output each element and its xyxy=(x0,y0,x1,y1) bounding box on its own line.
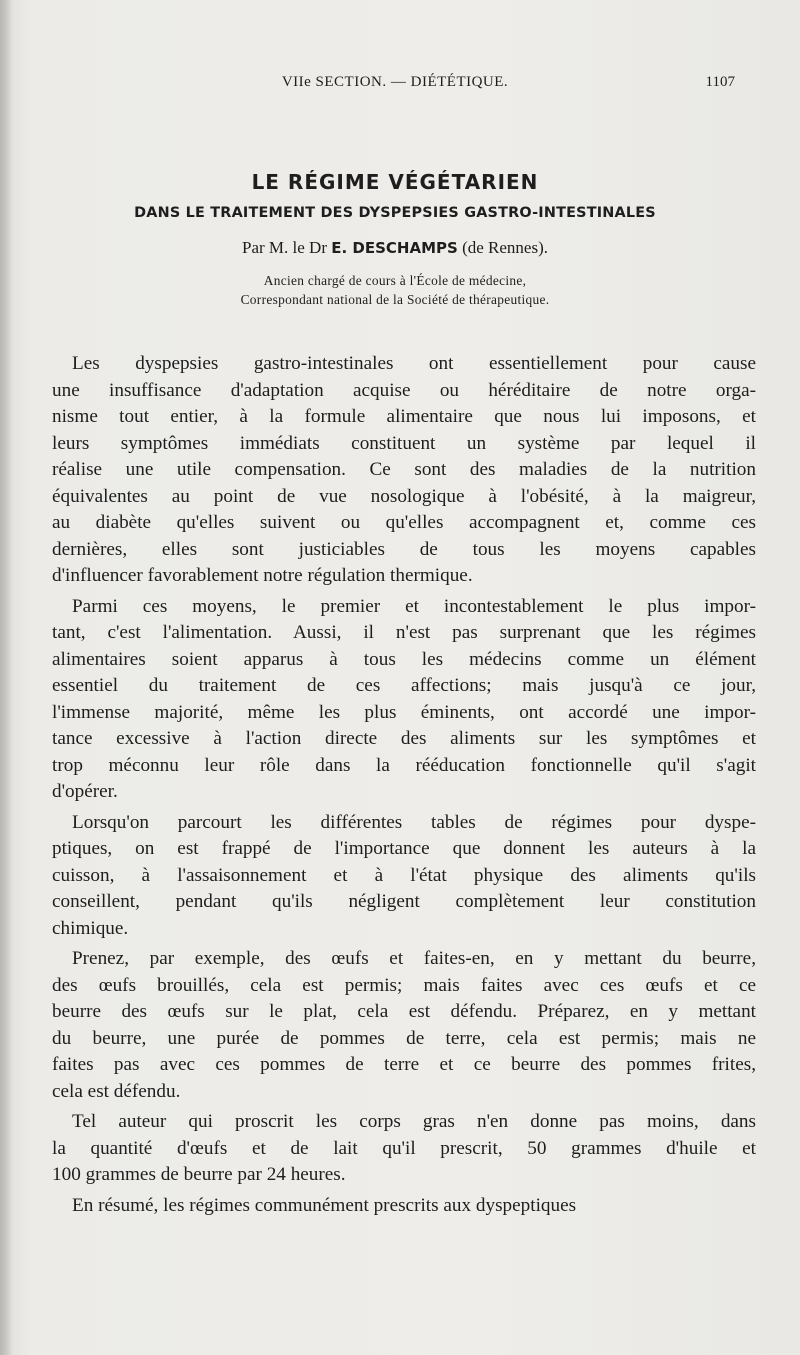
page-number: 1107 xyxy=(705,74,735,90)
text-line: Parmi ces moyens, le premier et incontestablement le plus impor- xyxy=(72,595,756,617)
text-line: chimique. xyxy=(52,917,129,939)
text-line: au diabète qu'elles suivent ou qu'elles accompagnent et, comme ces xyxy=(52,512,756,533)
text-line: la quantité d'œufs et de lait qu'il prescrit, 50 grammes d'huile et xyxy=(52,1137,756,1159)
text-line: Tel auteur qui proscrit les corps gras n'en donne pas moins, dans xyxy=(72,1111,756,1132)
text-line: Lorsqu'on parcourt les différentes tables de régimes pour dyspe- xyxy=(72,811,756,833)
byline-suffix: (de Rennes). xyxy=(462,238,548,257)
text-line: du beurre, une purée de pommes de terre, cela est permis; mais ne xyxy=(52,1027,756,1049)
paragraph xyxy=(52,810,756,943)
byline-prefix: Par M. le Dr xyxy=(242,238,327,257)
page-gutter-shadow xyxy=(0,0,12,1355)
text-line: dernières, elles sont justiciables de tous les moyens capables xyxy=(52,538,756,560)
text-line: conseillent, pendant qu'ils négligent complètement leur constitution xyxy=(52,891,756,912)
text-line: réalise une utile compensation. Ce sont des maladies de la nutrition xyxy=(52,459,756,480)
article-body xyxy=(52,351,756,1219)
text-line: trop méconnu leur rôle dans la rééducation fonctionnelle qu'il s'agit xyxy=(52,754,756,776)
text-line: tant, c'est l'alimentation. Aussi, il n'est pas surprenant que les régimes xyxy=(52,622,756,643)
text-line: l'immense majorité, même les plus éminents, ont accordé une impor- xyxy=(52,701,756,723)
text-line: d'influencer favorablement notre régulation thermique. xyxy=(52,565,473,586)
text-line: d'opérer. xyxy=(52,781,118,802)
paragraph xyxy=(52,946,756,1105)
article-title: LE RÉGIME VÉGÉTARIEN xyxy=(251,170,539,194)
text-line: essentiel du traitement de ces affections; mais jusqu'à ce jour, xyxy=(52,675,756,696)
running-header xyxy=(55,74,735,98)
paragraph xyxy=(52,1193,756,1220)
text-line: équivalentes au point de vue nosologique à l'obésité, à la maigreur, xyxy=(52,485,756,507)
text-line: Prenez, par exemple, des œufs et faites-en, en y mettant du beurre, xyxy=(72,948,756,969)
article-subtitle: DANS LE TRAITEMENT DES DYSPEPSIES GASTRO-INTESTINALES xyxy=(134,205,656,221)
author-name: E. DESCHAMPS xyxy=(331,239,458,257)
text-line: tance excessive à l'action directe des aliments sur les symptômes et xyxy=(52,728,756,749)
paragraph xyxy=(52,1109,756,1189)
text-line: alimentaires soient apparus à tous les médecins comme un élément xyxy=(52,648,756,670)
text-line: une insuffisance d'adaptation acquise ou héréditaire de notre orga- xyxy=(52,379,756,401)
text-line: cuisson, à l'assaisonnement et à l'état physique des aliments qu'ils xyxy=(52,864,756,886)
paragraph xyxy=(52,594,756,806)
text-line: beurre des œufs sur le plat, cela est défendu. Préparez, en y mettant xyxy=(52,1001,756,1022)
author-affiliation-2: Correspondant national de la Société de thérapeutique. xyxy=(240,292,550,307)
text-line: faites pas avec ces pommes de terre et ce beurre des pommes frites, xyxy=(52,1054,756,1075)
author-affiliation-1: Ancien chargé de cours à l'École de médecine, xyxy=(263,273,527,288)
paragraph xyxy=(52,351,756,590)
byline xyxy=(40,238,750,258)
running-title: VIIe SECTION. — DIÉTÉTIQUE. xyxy=(281,74,509,90)
text-line: Les dyspepsies gastro-intestinales ont essentiellement pour cause xyxy=(72,353,756,374)
text-line: En résumé, les régimes communément prescrits aux dyspeptiques xyxy=(72,1194,577,1216)
text-line: cela est défendu. xyxy=(52,1080,181,1102)
text-line: leurs symptômes immédiats constituent un système par lequel il xyxy=(52,432,756,454)
text-line: nisme tout entier, à la formule alimentaire que nous lui imposons, et xyxy=(52,406,756,427)
text-line: des œufs brouillés, cela est permis; mais faites avec ces œufs et ce xyxy=(52,974,756,996)
text-line: 100 grammes de beurre par 24 heures. xyxy=(52,1164,346,1185)
text-line: ptiques, on est frappé de l'importance que donnent les auteurs à la xyxy=(52,838,756,859)
